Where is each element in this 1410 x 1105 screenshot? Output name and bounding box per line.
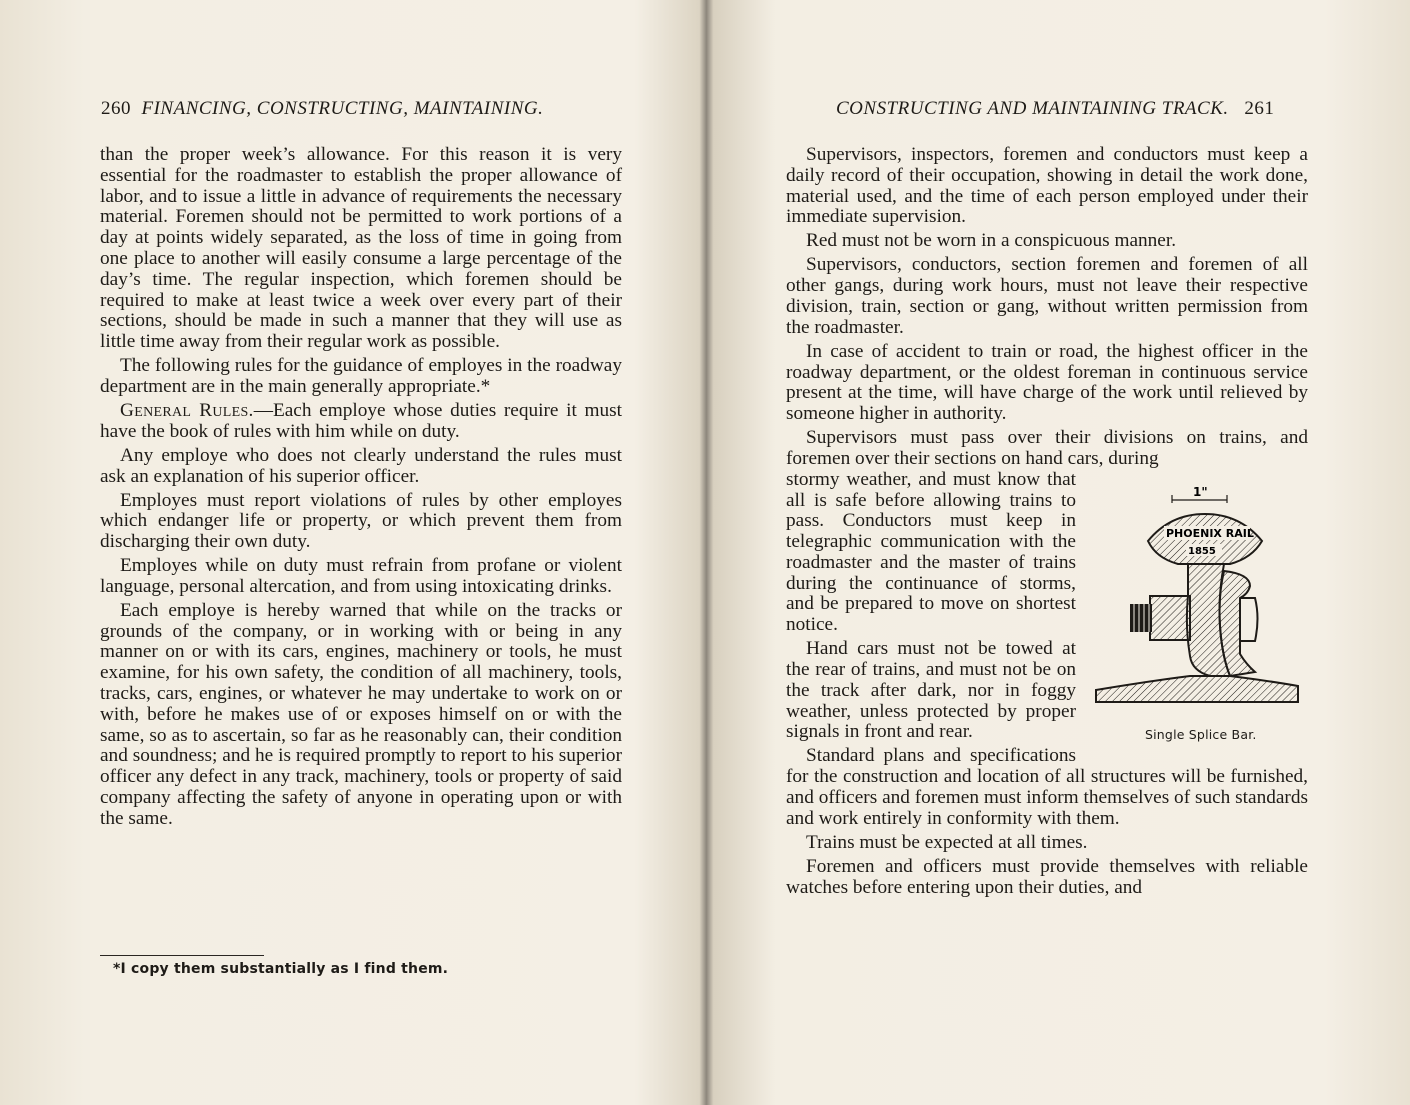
dimension-label: 1" [1193, 484, 1208, 499]
rail-year: 1855 [1188, 545, 1216, 557]
left-body-text [100, 145, 622, 833]
rail-cross-section-drawing [1090, 476, 1320, 748]
general-rules-text: —Each employe whose duties require it must have the book of rules with him while on duty. [100, 399, 622, 442]
right-running-head [836, 98, 1274, 120]
left-running-head [101, 98, 543, 120]
paragraph: than the proper week’s allowance. For this reason it is very essential for the roadmaster to establish the proper allowance of labor, and to issue a little in advance of requirements the necessary material. Foremen should not be permitted to work portions of a day at points widely separated, as the loss of time in going from one place to another will easily consume a large percentage of the day’s time. The regular inspection, which foremen should be required to make at least twice a week over every part of their sections, should be made in such a manner that they will use as little time away from their regular work as possible. [100, 144, 622, 353]
rail-base [1096, 676, 1298, 702]
paragraph: Employes must report violations of rules by other employes which endanger life or property, or which prevent them from discharging their own duty. [100, 489, 622, 553]
paragraph: Trains must be expected at all times. [806, 831, 1088, 853]
paragraph: Any employe who does not clearly understand the rules must ask an explanation of his superior officer. [100, 444, 622, 487]
splice-bar-figure [1090, 476, 1320, 748]
left-running-title: FINANCING, CONSTRUCTING, MAINTAINING. [141, 98, 544, 119]
splice-bar [1220, 571, 1256, 676]
paragraph: Red must not be worn in a conspicuous manner. [806, 230, 1177, 252]
rail-stamp: PHOENIX RAIL [1166, 526, 1254, 540]
general-rules-paragraph [100, 401, 622, 443]
right-page [705, 0, 1410, 1105]
right-page-number: 261 [1244, 98, 1275, 119]
paragraph: stormy weather, and must know that all is safe before allowing trains to pass. Conductors must keep in telegraphic communication with the roadmaster and the master of trains during the continuance of storms, and be prepared to move on shortest notice. [786, 468, 1076, 636]
footnote: *I copy them substantially as I find them. [113, 961, 449, 977]
general-rules-heading: General Rules. [120, 399, 254, 421]
right-running-title: CONSTRUCTING AND MAINTAINING TRACK. [836, 98, 1229, 119]
right-body-text [786, 145, 1308, 902]
paragraph: Each employe is hereby warned that while on the tracks or grounds of the company, or in working with or being in any manner on or with its cars, engines, machinery or tools, he must examine, for his own safety, the condition of all machinery, tools, tracks, cars, engines, or whatever he may undertake to work on or with, before he makes use of or exposes himself on or with the same, so as to ascertain, so far as he reasonably can, their condition and soundness; and he is required promptly to report to his superior officer any defect in any track, machinery, tools or property of said company affecting the safety of anyone in operating upon or with the same. [100, 599, 622, 829]
left-page-number: 260 [101, 98, 131, 119]
bolt-plate [1150, 596, 1190, 640]
paragraph: Supervisors, inspectors, foremen and conductors must keep a daily record of their occupation, showing in detail the work done, material used, and the time of each person employed under their immediate supervision. [786, 144, 1308, 228]
paragraph: Foremen and officers must provide themselves with reliable watches before entering upon their duties, and [786, 855, 1308, 898]
paragraph: Supervisors must pass over their divisions on trains, and foremen over their sections on hand cars, during [786, 427, 1308, 469]
bolt-head [1240, 598, 1258, 641]
footnote-rule [100, 955, 264, 956]
paragraph: Supervisors, conductors, section foremen and foremen of all other gangs, during work hours, must not leave their respective division, train, section or gang, without written permission from the roadmaster. [786, 254, 1308, 338]
paragraph: Hand cars must not be towed at the rear of trains, and must not be on the track after dark, nor in foggy weather, unless protected by proper signals in front and rear. [786, 638, 1076, 743]
dimension-marker [1172, 485, 1227, 503]
figure-caption: Single Splice Bar. [1145, 726, 1257, 742]
paragraph: In case of accident to train or road, the highest officer in the roadway department, or the oldest foreman in continuous service present at the time, will have charge of the work until relieved by someone higher in authority. [786, 340, 1308, 425]
paragraph: The following rules for the guidance of employes in the roadway department are in the main generally appropriate.* [100, 355, 622, 397]
paragraph: Standard plans and specifications for the construction and location of all structures will be furnished, and officers and foremen must inform themselves of such standards and work entirely in conformity with them. [786, 745, 1308, 829]
paragraph: Employes while on duty must refrain from profane or violent language, personal altercation, and from using intoxicating drinks. [100, 555, 622, 597]
